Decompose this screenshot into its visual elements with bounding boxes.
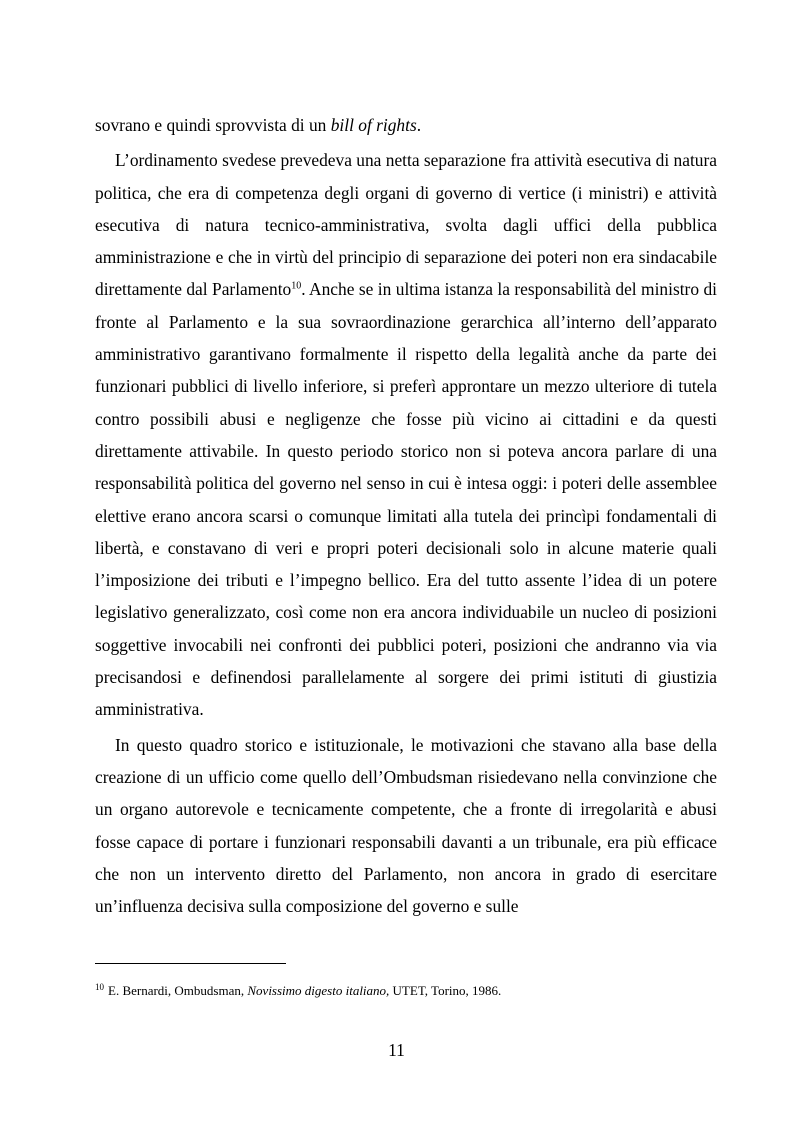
text-run: sovrano e quindi sprovvista di un: [95, 115, 331, 135]
footnote: [95, 982, 717, 1000]
footnote-separator: [95, 963, 286, 964]
footnote-text-before: E. Bernardi, Ombudsman,: [108, 983, 248, 998]
footnote-number: 10: [95, 981, 104, 992]
footnote-text-after: UTET, Torino, 1986.: [389, 983, 502, 998]
footnote-italic-title: Novissimo digesto italiano,: [247, 983, 390, 998]
italic-text: bill of rights: [330, 115, 417, 135]
text-run: . Anche se in ultima istanza la responsabilità del ministro di fronte al Parlamento e la sua sovraordinazione gerarchica all’interno dell’apparato amministrativo garantivano formalmente il rispetto della legalità anche da parte dei funzionari pubblici di livello inferiore, si preferì approntare un mezzo ulteriore di tutela contro possibili abusi e negligenze che fosse più vicino ai cittadini e da questi direttamente attivabile. In questo periodo storico non si poteva ancora parlare di una responsabilità politica del governo nel senso in cui è intesa oggi: i poteri delle assemblee elettive erano ancora scarsi o comunque limitati alla tutela dei princìpi fondamentali di libertà, e constavano di veri e propri poteri decisionali solo in alcune materie quali l’imposizione dei tributi e l’impegno bellico. Era del tutto assente l’idea di un potere legislativo generalizzato, così come non era ancora individuabile un nucleo di posizioni soggettive invocabili nei confronti dei pubblici poteri, posizioni che andranno via via precisandosi e definendosi parallelamente al sorgere dei primi istituti di giustizia amministrativa.: [95, 279, 717, 720]
body-text: [95, 109, 717, 922]
text-run: In questo quadro storico e istituzionale, le motivazioni che stavano alla base della creazione di un ufficio come quello dell’Ombudsman risiedevano nella convinzione che un organo autorevole e tecnicamente competente, che a fronte di irregolarità e abusi fosse capace di portare i funzionari responsabili davanti a un tribunale, era più efficace che non un intervento diretto del Parlamento, non ancora in grado di esercitare un’influenza decisiva sulla composizione del governo e sulle: [95, 734, 717, 917]
paragraph: [95, 109, 717, 141]
paragraph: [95, 729, 717, 923]
text-run: .: [416, 115, 422, 135]
footnote-reference: 10: [291, 280, 302, 292]
page-number: 11: [388, 1040, 405, 1060]
text-run: L’ordinamento svedese prevedeva una netta separazione fra attività esecutiva di natura politica, che era di competenza degli organi di governo di vertice (i ministri) e attività esecutiva di natura tecnico-amministrativa, svolta dagli uffici della pubblica amministrazione e che in virtù del principio di separazione dei poteri non era sindacabile direttamente dal Parlamento: [95, 150, 717, 300]
paragraph: [95, 144, 717, 725]
